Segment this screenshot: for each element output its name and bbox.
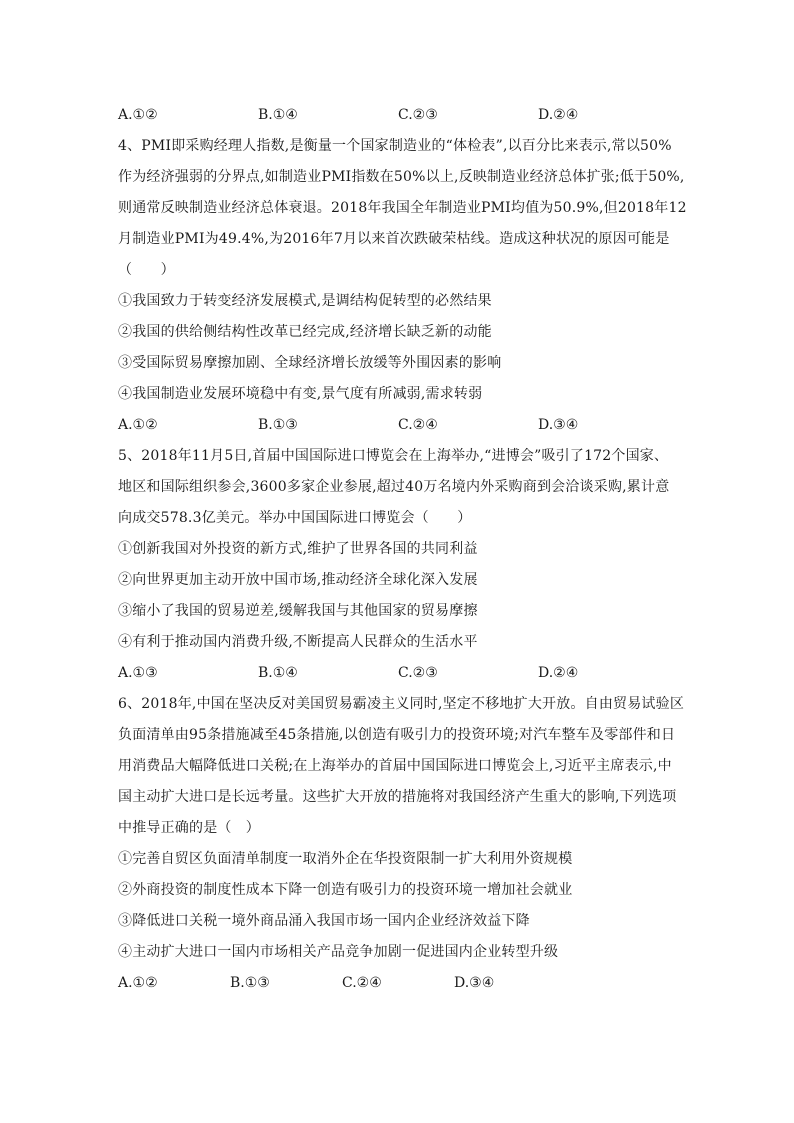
q5-stem-line: 5、2018年11月5日,首届中国国际进口博览会在上海举办,“进博会”吸引了172个国家、 bbox=[118, 448, 669, 464]
question-4 bbox=[118, 131, 688, 441]
option-c: C.②④ bbox=[342, 975, 382, 991]
exam-content bbox=[118, 100, 688, 999]
q4-answer-blank: （ ） bbox=[118, 262, 175, 278]
q6-stem-line: 国主动扩大进口是长远考量。这些扩大开放的措施将对我国经济产生重大的影响,下列选项 bbox=[118, 789, 677, 805]
q6-stem-line: 负面清单由95条措施减至45条措施,以创造有吸引力的投资环境;对汽车整车及零部件和日 bbox=[118, 727, 676, 743]
option-d: D.②④ bbox=[538, 665, 579, 681]
option-a: A.①② bbox=[118, 975, 158, 991]
q6-stem-line: 6、2018年,中国在坚决反对美国贸易霸凌主义同时,坚定不移地扩大开放。自由贸易试验区 bbox=[118, 696, 685, 712]
option-d: D.②④ bbox=[538, 107, 579, 123]
q3-options bbox=[118, 100, 688, 131]
q6-item: ②外商投资的制度性成本下降一创造有吸引力的投资环境一增加社会就业 bbox=[118, 882, 573, 898]
option-a: A.①② bbox=[118, 107, 158, 123]
option-b: B.①③ bbox=[230, 975, 270, 991]
q4-stem-line: 月制造业PMI为49.4%,为2016年7月以来首次跌破荣枯线。造成这种状况的原因可能是 bbox=[118, 231, 670, 247]
q5-item: ④有利于推动国内消费升级,不断提高人民群众的生活水平 bbox=[118, 634, 478, 650]
q4-options bbox=[118, 410, 688, 441]
option-c: C.②③ bbox=[398, 665, 438, 681]
option-b: B.①③ bbox=[258, 417, 298, 433]
q4-item: ①我国致力于转变经济发展模式,是调结构促转型的必然结果 bbox=[118, 293, 492, 309]
option-c: C.②④ bbox=[398, 417, 438, 433]
option-b: B.①④ bbox=[258, 107, 298, 123]
option-a: A.①③ bbox=[118, 665, 158, 681]
q5-item: ②向世界更加主动开放中国市场,推动经济全球化深入发展 bbox=[118, 572, 478, 588]
q4-stem-line: 则通常反映制造业经济总体衰退。2018年我国全年制造业PMI均值为50.9%,但2018年12 bbox=[118, 200, 687, 216]
option-c: C.②③ bbox=[398, 107, 438, 123]
q6-options bbox=[118, 968, 688, 999]
q5-item: ③缩小了我国的贸易逆差,缓解我国与其他国家的贸易摩擦 bbox=[118, 603, 478, 619]
option-d: D.③④ bbox=[454, 975, 495, 991]
q4-item: ②我国的供给侧结构性改革已经完成,经济增长缺乏新的动能 bbox=[118, 324, 492, 340]
q5-stem-line: 向成交578.3亿美元。举办中国国际进口博览会（ ） bbox=[118, 510, 472, 526]
q4-item: ④我国制造业发展环境稳中有变,景气度有所减弱,需求转弱 bbox=[118, 386, 483, 402]
q6-item: ①完善自贸区负面清单制度一取消外企在华投资限制一扩大利用外资规模 bbox=[118, 851, 573, 867]
q5-item: ①创新我国对外投资的新方式,维护了世界各国的共同利益 bbox=[118, 541, 478, 557]
q6-item: ④主动扩大进口一国内市场相关产品竞争加剧一促进国内企业转型升级 bbox=[118, 944, 559, 960]
option-b: B.①④ bbox=[258, 665, 298, 681]
q4-item: ③受国际贸易摩擦加剧、全球经济增长放缓等外围因素的影响 bbox=[118, 355, 502, 371]
q4-stem-line: 作为经济强弱的分界点,如制造业PMI指数在50%以上,反映制造业经济总体扩张;低于50%, bbox=[118, 169, 685, 185]
q6-item: ③降低进口关税一境外商品涌入我国市场一国内企业经济效益下降 bbox=[118, 913, 530, 929]
q5-stem-line: 地区和国际组织参会,3600多家企业参展,超过40万名境内外采购商到会洽谈采购,累计意 bbox=[118, 479, 670, 495]
question-5 bbox=[118, 441, 688, 689]
question-6 bbox=[118, 689, 688, 999]
q4-stem-line: 4、PMI即采购经理人指数,是衡量一个国家制造业的“体检表”,以百分比来表示,常以50% bbox=[118, 138, 672, 154]
option-d: D.③④ bbox=[538, 417, 579, 433]
option-a: A.①② bbox=[118, 417, 158, 433]
q6-stem-line: 用消费品大幅降低进口关税;在上海举办的首届中国国际进口博览会上,习近平主席表示,中 bbox=[118, 758, 672, 774]
q5-options bbox=[118, 658, 688, 689]
q6-stem-line: 中推导正确的是（ ） bbox=[118, 820, 260, 836]
